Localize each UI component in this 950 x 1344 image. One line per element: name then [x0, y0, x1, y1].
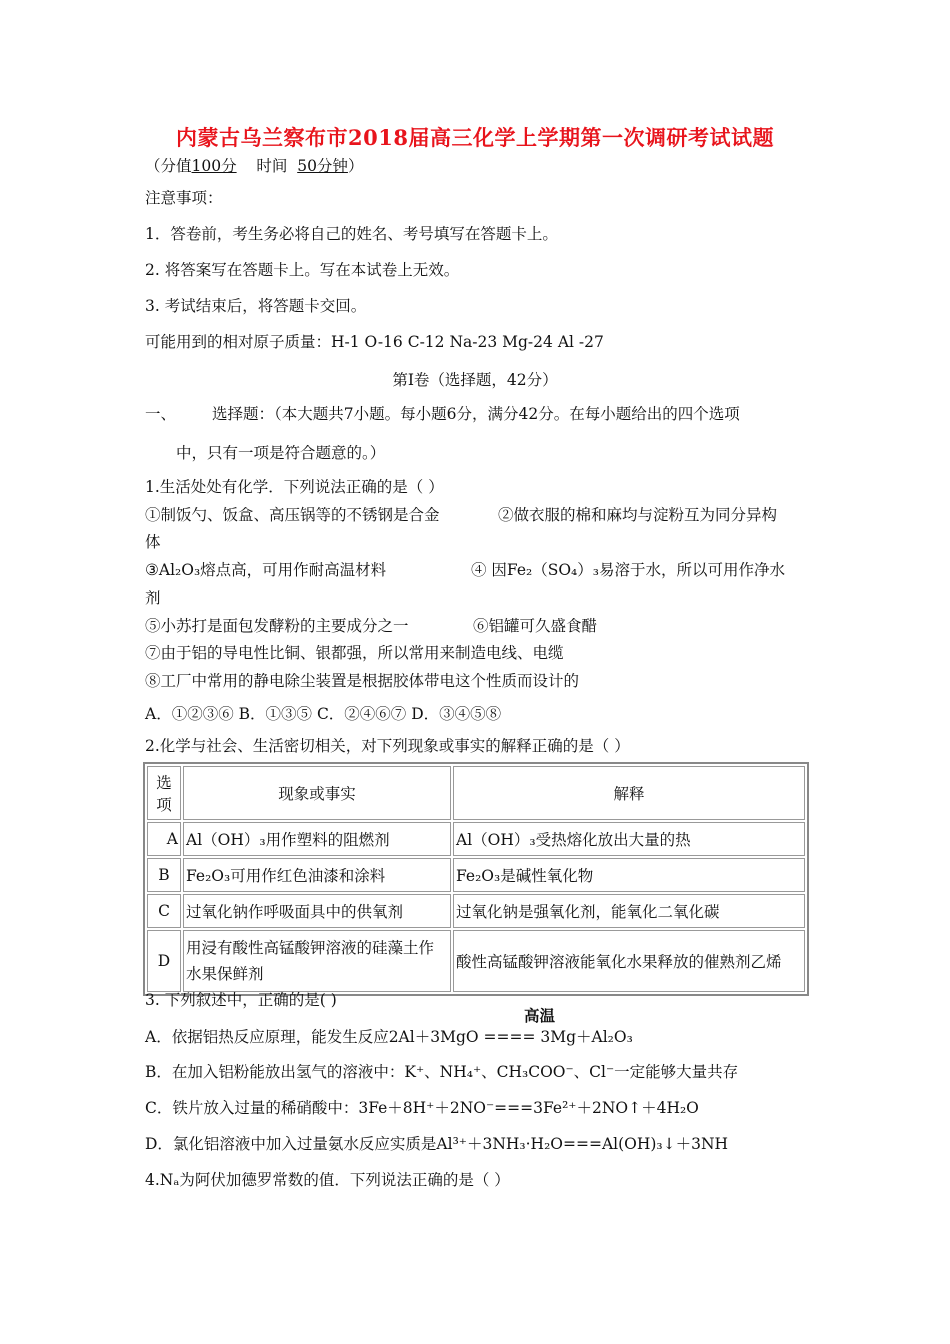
- score-time-line: [145, 156, 363, 176]
- header-explanation: 解释: [453, 766, 805, 820]
- q1-statement-2-cont: 体: [145, 533, 161, 551]
- row-phenomenon: Fe₂O₃可用作红色油漆和涂料: [183, 858, 451, 892]
- q1-statement-4: ④ 因Fe₂（SO₄）₃易溶于水，所以可用作净水: [471, 561, 785, 579]
- table-row: [147, 894, 805, 928]
- q2-stem: 2.化学与社会、生活密切相关，对下列现象或事实的解释正确的是（ ）: [145, 737, 630, 755]
- section-instruction: [145, 404, 740, 424]
- q1-statement-4-cont: 剂: [145, 589, 161, 607]
- row-explanation: Al（OH）₃受热熔化放出大量的热: [453, 822, 805, 856]
- score-label: （分值: [145, 157, 192, 175]
- table-header-row: [147, 766, 805, 820]
- section-number: 一、: [145, 405, 177, 423]
- row-explanation: 酸性高锰酸钾溶液能氧化水果释放的催熟剂乙烯: [453, 930, 805, 992]
- instruction-line-2: 中，只有一项是符合题意的。）: [176, 444, 386, 462]
- row-phenomenon: Al（OH）₃用作塑料的阻燃剂: [183, 822, 451, 856]
- note-item-1: 1．答卷前，考生务必将自己的姓名、考号填写在答题卡上。: [145, 225, 558, 243]
- time-value: 50分钟: [297, 157, 348, 175]
- section-title: 第Ⅰ卷（选择题，42分）: [392, 371, 558, 389]
- atomic-mass-line: 可能用到的相对原子质量：H-1 O-16 C-12 Na-23 Mg-24 Al -27: [145, 333, 604, 351]
- q1-statement-7: ⑦由于铝的导电性比铜、银都强，所以常用来制造电线、电缆: [145, 644, 564, 662]
- row-phenomenon: 过氧化钠作呼吸面具中的供氧剂: [183, 894, 451, 928]
- table-row: [147, 858, 805, 892]
- q1-statement-2: ②做衣服的棉和麻均与淀粉互为同分异构: [498, 506, 778, 524]
- row-phenomenon: 用浸有酸性高锰酸钾溶液的硅藻土作水果保鲜剂: [183, 930, 451, 992]
- note-item-3: 3. 考试结束后，将答题卡交回。: [145, 297, 367, 315]
- q1-statement-5: ⑤小苏打是面包发酵粉的主要成分之一: [145, 617, 409, 635]
- time-label: 时间: [256, 157, 288, 175]
- table-row: [147, 822, 805, 856]
- reaction-condition: 高温: [524, 1007, 556, 1025]
- q3-option-a: A．依据铝热反应原理，能发生反应2Al＋3MgO ==== 3Mg＋Al₂O₃: [145, 1028, 633, 1046]
- close-paren: ）: [347, 157, 364, 175]
- header-option: 选项: [147, 766, 181, 820]
- q3-option-b: B．在加入铝粉能放出氢气的溶液中：K⁺、NH₄⁺、CH₃COO⁻、Cl⁻一定能够大量共存: [145, 1063, 739, 1081]
- notes-heading: 注意事项：: [145, 189, 223, 207]
- q3-option-d: D．氯化铝溶液中加入过量氨水反应实质是Al³⁺＋3NH₃·H₂O===Al(OH)₃↓＋3NH: [145, 1135, 729, 1153]
- row-explanation: 过氧化钠是强氧化剂，能氧化二氧化碳: [453, 894, 805, 928]
- q2-table: [143, 762, 809, 996]
- table-row: [147, 930, 805, 992]
- q1-stem: 1.生活处处有化学．下列说法正确的是（ ）: [145, 478, 444, 496]
- q3-option-c: C．铁片放入过量的稀硝酸中：3Fe＋8H⁺＋2NO⁻===3Fe²⁺＋2NO↑＋4H₂O: [145, 1099, 699, 1117]
- row-option: A: [147, 822, 181, 856]
- instruction-line-1: 选择题：（本大题共7小题。每小题6分，满分42分。在每小题给出的四个选项: [212, 405, 740, 423]
- q1-statement-1: ①制饭勺、饭盒、高压锅等的不锈钢是合金: [145, 506, 440, 524]
- row-explanation: Fe₂O₃是碱性氧化物: [453, 858, 805, 892]
- row-option: C: [147, 894, 181, 928]
- q1-choices: A．①②③⑥ B．①③⑤ C．②④⑥⑦ D．③④⑤⑧: [145, 705, 502, 723]
- header-phenomenon: 现象或事实: [183, 766, 451, 820]
- q1-statement-6: ⑥铝罐可久盛食醋: [473, 617, 598, 635]
- q4-stem: 4.Nₐ为阿伏加德罗常数的值．下列说法正确的是（ ）: [145, 1171, 510, 1189]
- page-title: 内蒙古乌兰察布市2018届高三化学上学期第一次调研考试试题: [176, 125, 774, 150]
- q1-statement-8: ⑧工厂中常用的静电除尘装置是根据胶体带电这个性质而设计的: [145, 672, 580, 690]
- q1-statement-3: ③Al₂O₃熔点高，可用作耐高温材料: [145, 561, 387, 579]
- note-item-2: 2. 将答案写在答题卡上。写在本试卷上无效。: [145, 261, 460, 279]
- q3-stem: 3. 下列叙述中，正确的是( ): [145, 991, 337, 1009]
- row-option: D: [147, 930, 181, 992]
- score-value: 100分: [191, 157, 237, 175]
- row-option: B: [147, 858, 181, 892]
